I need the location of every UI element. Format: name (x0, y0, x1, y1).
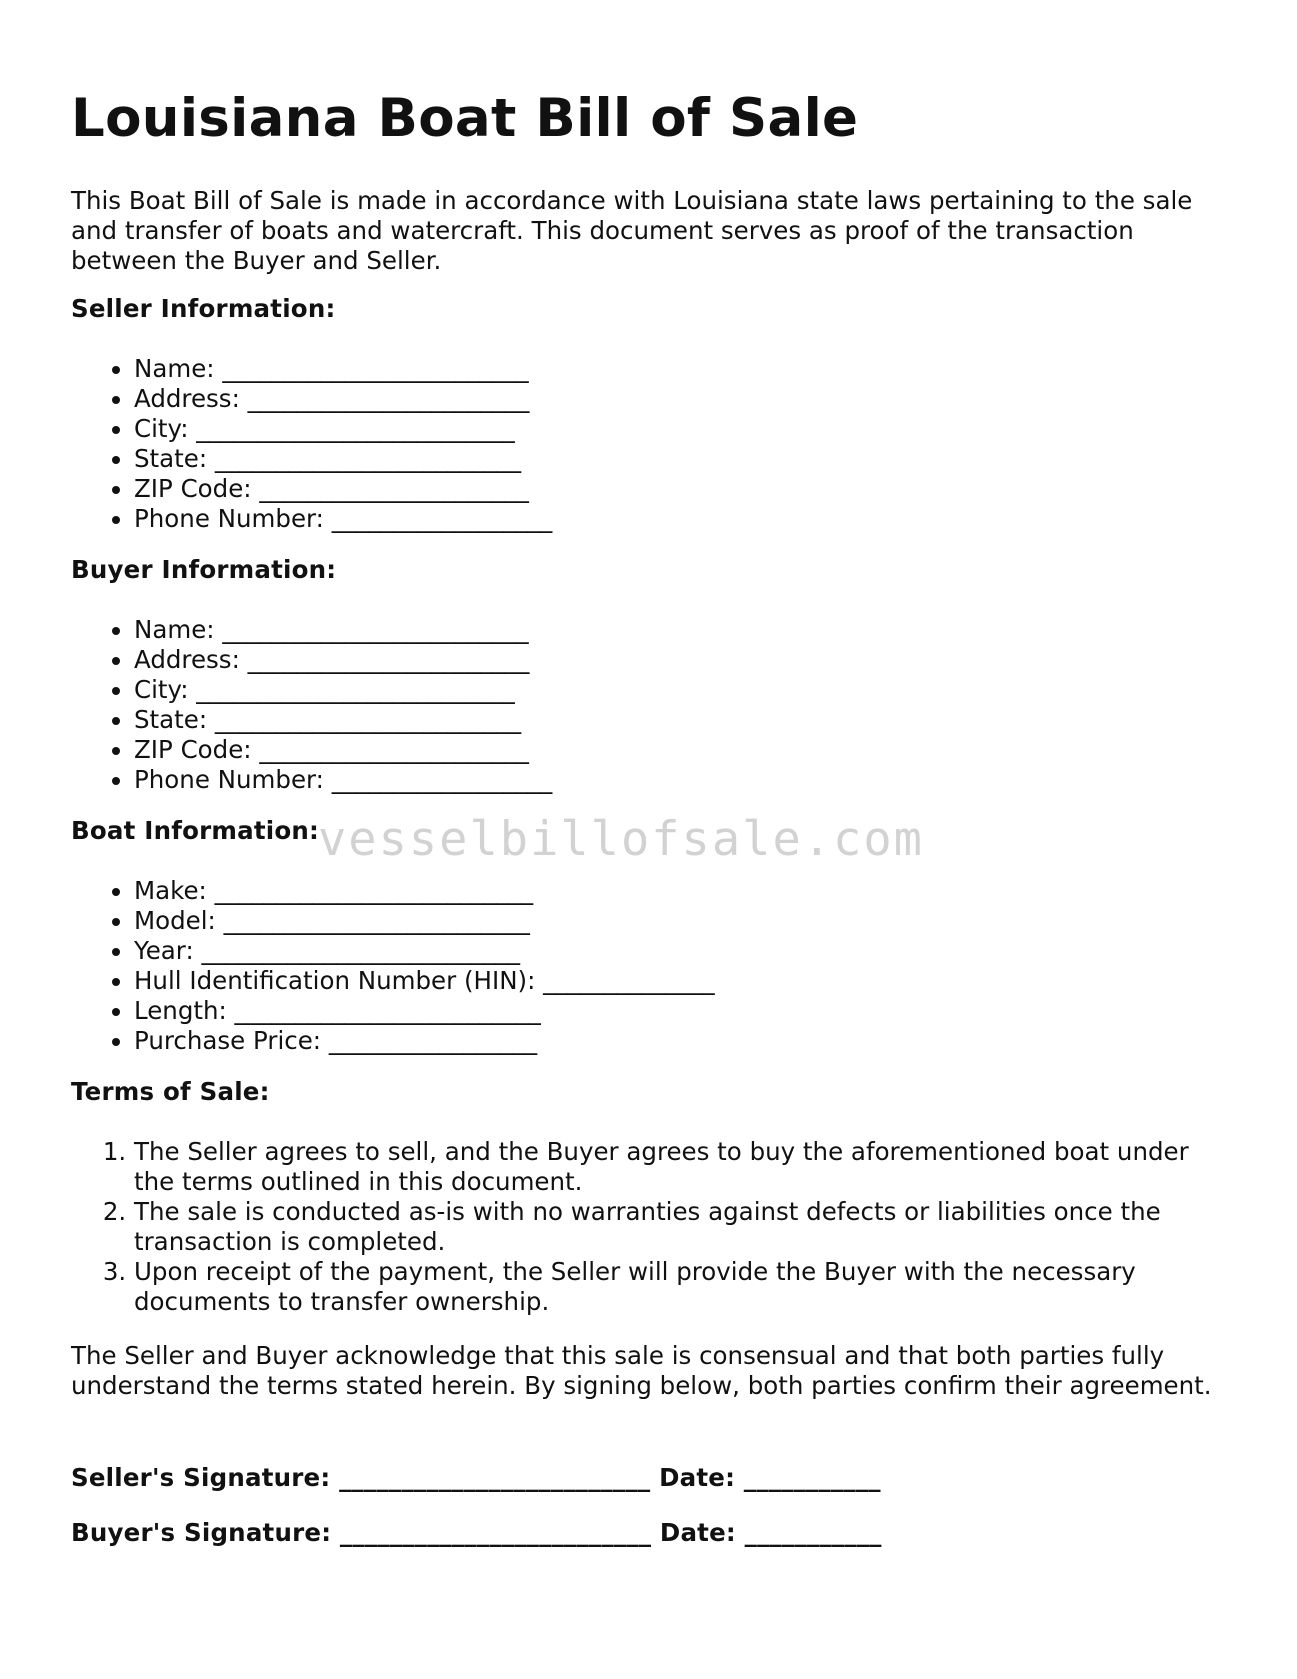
buyer-state-field[interactable]: • State: _________________________ (134, 705, 1231, 735)
boat-hin-field[interactable]: • Hull Identification Number (HIN): ______________ (134, 966, 1231, 996)
seller-state-field[interactable]: • State: _________________________ (134, 444, 1231, 474)
boat-price-field[interactable]: • Purchase Price: _________________ (134, 1026, 1231, 1056)
boat-year-field[interactable]: • Year: __________________________ (134, 936, 1231, 966)
seller-heading: Seller Information: (71, 294, 336, 323)
boat-heading: Boat Information: (71, 816, 320, 845)
seller-field-list (71, 354, 1231, 534)
seller-zip-field[interactable]: • ZIP Code: ______________________ (134, 474, 1231, 504)
seller-phone-field[interactable]: • Phone Number: __________________ (134, 504, 1231, 534)
seller-address-field[interactable]: • Address: _______________________ (134, 384, 1231, 414)
buyer-address-field[interactable]: • Address: _______________________ (134, 645, 1231, 675)
buyer-city-field[interactable]: • City: __________________________ (134, 675, 1231, 705)
closing-paragraph: The Seller and Buyer acknowledge that this sale is consensual and that both parties fully understand the terms stated herein. By signing below, both parties confirm their agreement. (71, 1341, 1212, 1400)
boat-length-field[interactable]: • Length: _________________________ (134, 996, 1231, 1026)
buyer-phone-field[interactable]: • Phone Number: __________________ (134, 765, 1231, 795)
buyer-signature-line[interactable]: Buyer's Signature: _________________________ Date: ___________ (71, 1518, 882, 1547)
term-item-3: 3. Upon receipt of the payment, the Seller will provide the Buyer with the necessary documents to transfer ownership. (134, 1257, 1231, 1317)
seller-city-field[interactable]: • City: __________________________ (134, 414, 1231, 444)
term-item-1: 1. The Seller agrees to sell, and the Buyer agrees to buy the aforementioned boat under the terms outlined in this document. (134, 1137, 1231, 1197)
boat-model-field[interactable]: • Model: _________________________ (134, 906, 1231, 936)
seller-signature-line[interactable]: Seller's Signature: _________________________ Date: ___________ (71, 1463, 881, 1492)
terms-list (71, 1137, 1231, 1317)
buyer-heading: Buyer Information: (71, 555, 337, 584)
terms-heading: Terms of Sale: (71, 1077, 270, 1106)
boat-make-field[interactable]: • Make: __________________________ (134, 876, 1231, 906)
watermark-text: vesselbillofsale.com (318, 812, 924, 867)
buyer-zip-field[interactable]: • ZIP Code: ______________________ (134, 735, 1231, 765)
buyer-field-list (71, 615, 1231, 795)
document-title: Louisiana Boat Bill of Sale (71, 88, 859, 149)
intro-paragraph: This Boat Bill of Sale is made in accordance with Louisiana state laws pertaining to the sale and transfer of boats and watercraft. This document serves as proof of the transaction between the Buyer and Seller. (71, 186, 1193, 275)
buyer-name-field[interactable]: • Name: _________________________ (134, 615, 1231, 645)
term-item-2: 2. The sale is conducted as-is with no warranties against defects or liabilities once the transaction is completed. (134, 1197, 1231, 1257)
boat-field-list (71, 876, 1231, 1056)
seller-name-field[interactable]: • Name: _________________________ (134, 354, 1231, 384)
